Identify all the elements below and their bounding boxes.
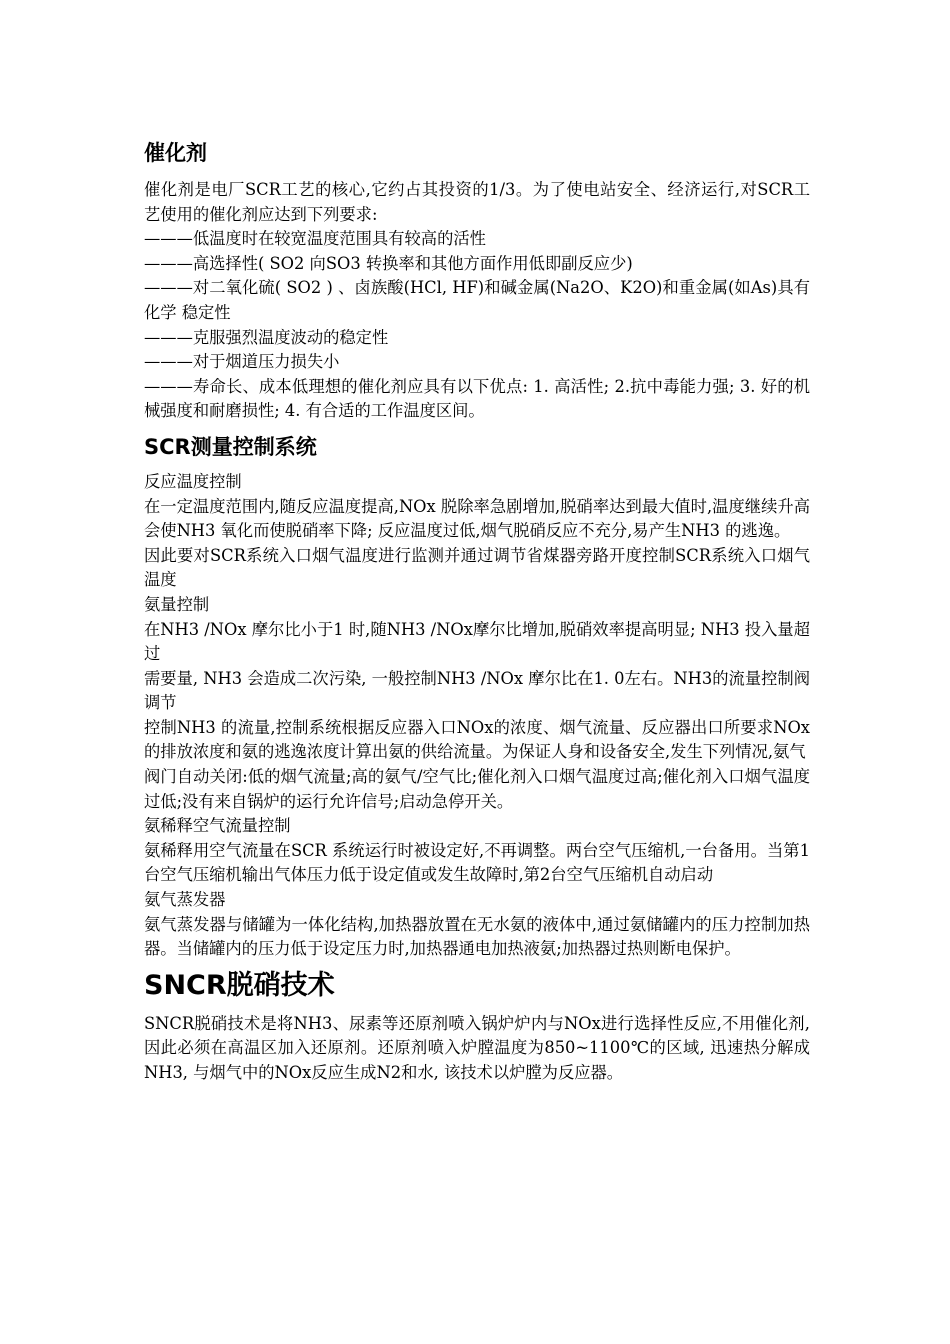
paragraph: SNCR脱硝技术是将NH3、尿素等还原剂喷入锅炉炉内与NOx进行选择性反应,不用催化剂, 因此必须在高温区加入还原剂。还原剂喷入炉膛温度为850~1100℃的区域, 迅速热分解成NH3, 与烟气中的NOx反应生成N2和水, 该技术以炉膛为反应器。 <box>144 1013 810 1082</box>
list-item: ———对二氧化硫( SO2 ) 、卤族酸(HCl, HF)和碱金属(Na2O、K2O)和重金属(如As)具有化学 稳定性 <box>144 278 810 322</box>
subheading: 氨量控制 <box>144 594 210 614</box>
paragraph: 氨气蒸发器与储罐为一体化结构,加热器放置在无水氨的液体中,通过氨储罐内的压力控制加热器。当储罐内的压力低于设定压力时,加热器通电加热液氨;加热器过热则断电保护。 <box>144 914 810 959</box>
subheading: 反应温度控制 <box>144 471 242 491</box>
list-item: ———低温度时在较宽温度范围具有较高的活性 <box>144 229 486 249</box>
section-heading-scr-control: SCR测量控制系统 <box>144 434 317 459</box>
paragraph: 需要量, NH3 会造成二次污染, 一般控制NH3 /NOx 摩尔比在1. 0左右。NH3的流量控制阀调节 <box>144 668 810 713</box>
paragraph: 在NH3 /NOx 摩尔比小于1 时,随NH3 /NOx摩尔比增加,脱硝效率提高明显; NH3 投入量超过 <box>144 619 810 664</box>
document-page <box>144 132 810 1086</box>
list-item: ———高选择性( SO2 向SO3 转换率和其他方面作用低即副反应少) <box>144 253 633 273</box>
subheading: 氨稀释空气流量控制 <box>144 816 291 836</box>
section-heading-sncr: SNCR脱硝技术 <box>144 969 335 1001</box>
list-item: ———对于烟道压力损失小 <box>144 352 340 372</box>
paragraph: 阀门自动关闭:低的烟气流量;高的氨气/空气比;催化剂入口烟气温度过高;催化剂入口烟气温度过低;没有来自锅炉的运行允许信号;启动急停开关。 <box>144 767 810 811</box>
subheading: 氨气蒸发器 <box>144 890 226 910</box>
list-item: ———寿命长、成本低理想的催化剂应具有以下优点: 1. 高活性; 2.抗中毒能力强; 3. 好的机械强度和耐磨损性; 4. 有合适的工作温度区间。 <box>144 376 810 421</box>
paragraph: 在一定温度范围内,随反应温度提高,NOx 脱除率急剧增加,脱硝率达到最大值时,温度继续升高会使NH3 氧化而使脱硝率下降; 反应温度过低,烟气脱硝反应不充分,易产生NH3 的逃逸。 <box>144 496 810 541</box>
section-heading-catalyst: 催化剂 <box>144 141 207 165</box>
list-item: ———克服强烈温度波动的稳定性 <box>144 327 389 347</box>
paragraph: 氨稀释用空气流量在SCR 系统运行时被设定好,不再调整。两台空气压缩机,一台备用。当第1台空气压缩机输出气体压力低于设定值或发生故障时,第2台空气压缩机自动启动 <box>144 840 810 885</box>
paragraph: 催化剂是电厂SCR工艺的核心,它约占其投资的1/3。为了使电站安全、经济运行,对SCR工 艺使用的催化剂应达到下列要求: <box>144 180 810 224</box>
paragraph: 控制NH3 的流量,控制系统根据反应器入口NOx的浓度、烟气流量、反应器出口所要求NOx 的排放浓度和氨的逃逸浓度计算出氨的供给流量。为保证人身和设备安全,发生下列情况,氨气 <box>144 717 810 762</box>
paragraph: 因此要对SCR系统入口烟气温度进行监测并通过调节省煤器旁路开度控制SCR系统入口烟气温度 <box>144 545 810 590</box>
